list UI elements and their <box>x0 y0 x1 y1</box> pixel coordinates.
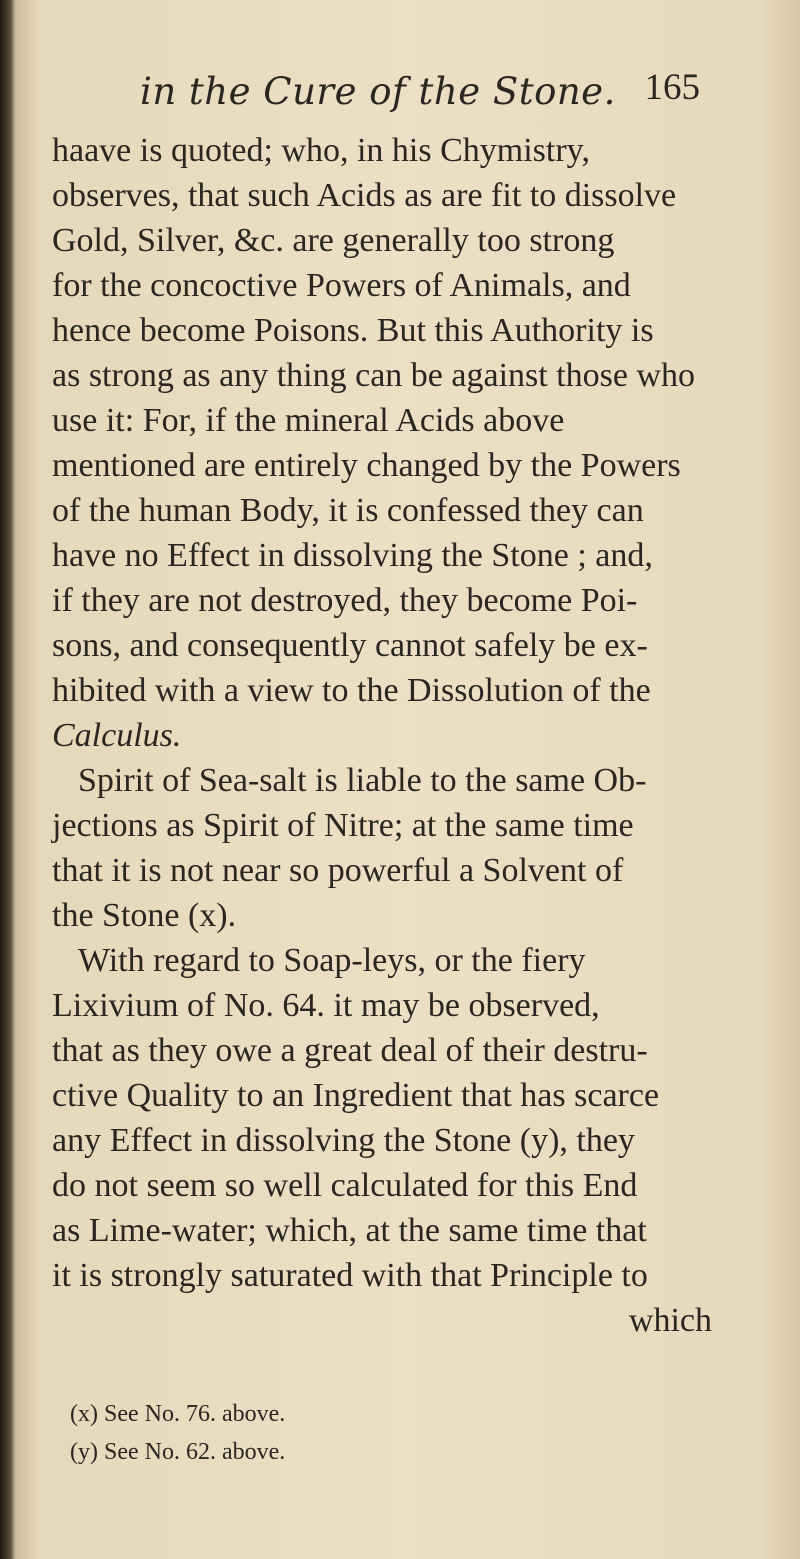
line-text: use it: For, if the mineral Acids above <box>52 402 565 439</box>
line-text: Gold, Silver, &c. are generally too strong <box>52 222 615 259</box>
text-line <box>52 1118 712 1163</box>
line-text: With regard to Soap-leys, or the fiery <box>78 942 586 979</box>
line-text: that as they owe a great deal of their destru- <box>52 1032 648 1069</box>
text-line <box>52 623 712 668</box>
text-line <box>52 983 712 1028</box>
running-title: in the Cure of the Stone. <box>140 70 616 113</box>
line-text: for the concoctive Powers of Animals, and <box>52 267 631 304</box>
line-text: any Effect in dissolving the Stone (y), they <box>52 1122 635 1159</box>
line-text: as strong as any thing can be against those who <box>52 357 696 394</box>
text-line <box>52 758 712 803</box>
catchword: which <box>628 1302 712 1339</box>
text-line <box>52 578 712 623</box>
line-text: the Stone (x). <box>52 897 237 934</box>
line-text: Lixivium of No. 64. it may be observed, <box>52 987 600 1024</box>
line-text: do not seem so well calculated for this End <box>52 1167 638 1204</box>
line-text: Calculus. <box>52 717 182 754</box>
text-line <box>52 893 712 938</box>
line-text: observes, that such Acids as are fit to dissolve <box>52 177 677 214</box>
text-line <box>52 713 712 758</box>
footnote: (x) See No. 76. above. <box>70 1401 286 1427</box>
text-line <box>52 263 712 308</box>
page-header <box>140 62 700 122</box>
text-line <box>52 1253 712 1298</box>
line-text: Spirit of Sea-salt is liable to the same Ob- <box>78 762 647 799</box>
line-text: jections as Spirit of Nitre; at the same time <box>52 807 634 844</box>
text-line <box>52 1028 712 1073</box>
body-text <box>52 128 712 1343</box>
line-text: of the human Body, it is confessed they can <box>52 492 644 529</box>
footnote: (y) See No. 62. above. <box>70 1439 286 1465</box>
footnotes <box>70 1395 470 1471</box>
text-line <box>52 128 712 173</box>
catchword-line <box>52 1298 712 1343</box>
line-text: it is strongly saturated with that Principle to <box>52 1257 648 1294</box>
text-line <box>52 443 712 488</box>
line-text: hibited with a view to the Dissolution of the <box>52 672 651 709</box>
line-text: hence become Poisons. But this Authority is <box>52 312 654 349</box>
line-text: sons, and consequently cannot safely be ex- <box>52 627 648 664</box>
text-line <box>52 938 712 983</box>
text-line <box>52 488 712 533</box>
text-line <box>52 668 712 713</box>
text-line <box>52 1208 712 1253</box>
line-text: have no Effect in dissolving the Stone ; and, <box>52 537 653 574</box>
text-line <box>52 533 712 578</box>
line-text: that it is not near so powerful a Solvent of <box>52 852 624 889</box>
book-spine-shadow <box>0 0 14 1559</box>
text-line <box>52 308 712 353</box>
text-line <box>52 1073 712 1118</box>
line-text: haave is quoted; who, in his Chymistry, <box>52 132 590 169</box>
text-line <box>52 218 712 263</box>
text-line <box>52 848 712 893</box>
text-line <box>52 398 712 443</box>
text-line <box>52 1163 712 1208</box>
page-number: 165 <box>644 67 700 108</box>
text-line <box>52 353 712 398</box>
line-text: mentioned are entirely changed by the Powers <box>52 447 681 484</box>
text-line <box>52 173 712 218</box>
line-text: as Lime-water; which, at the same time that <box>52 1212 647 1249</box>
line-text: ctive Quality to an Ingredient that has scarce <box>52 1077 660 1114</box>
line-text: if they are not destroyed, they become Poi- <box>52 582 638 619</box>
text-line <box>52 803 712 848</box>
